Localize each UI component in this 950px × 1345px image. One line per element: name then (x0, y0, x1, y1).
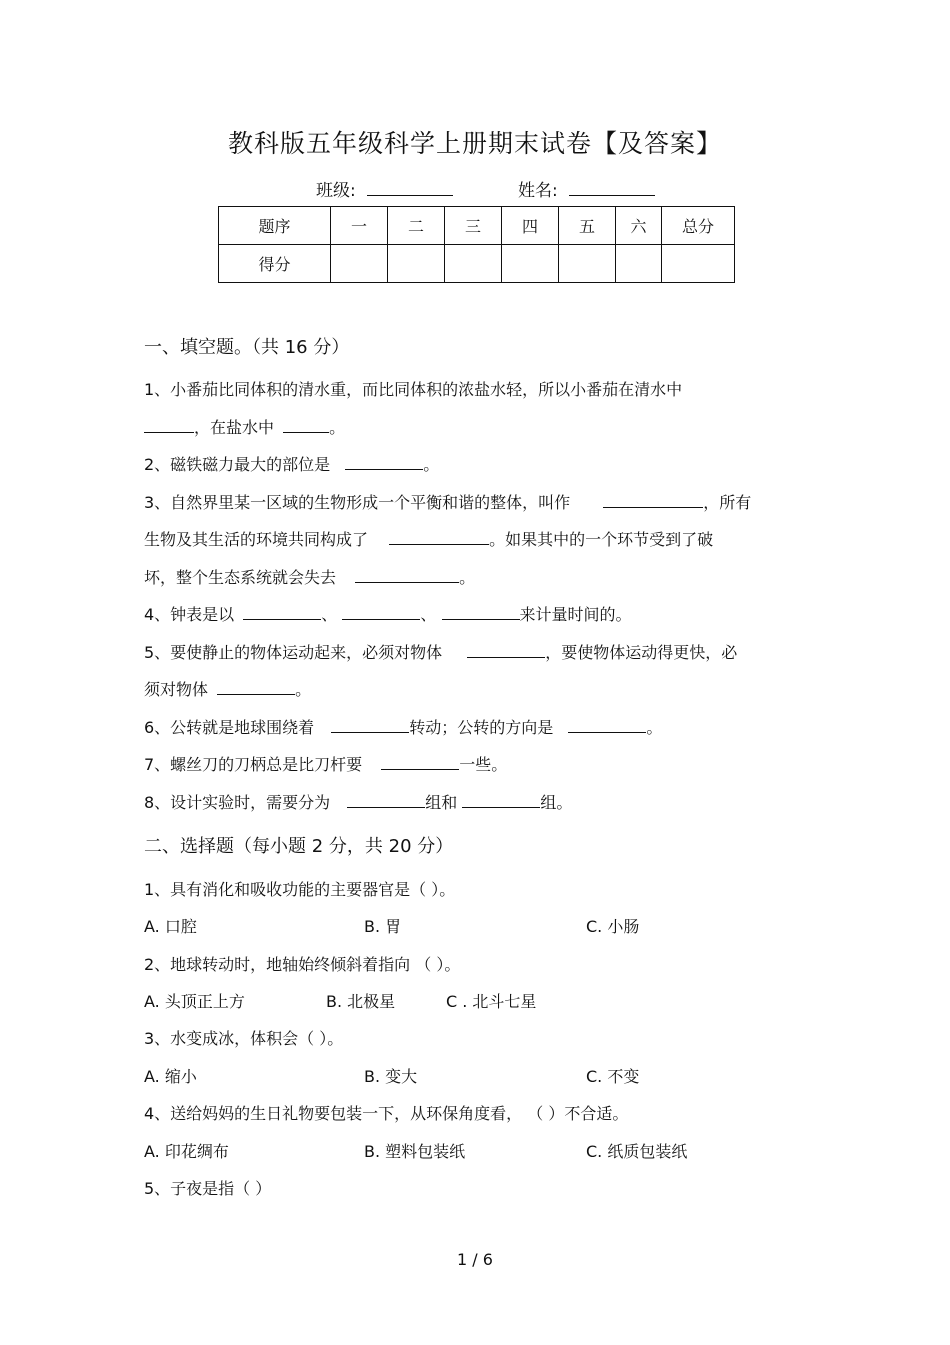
answer-blank[interactable] (342, 605, 420, 620)
question-text: 来计量时间的。 (519, 605, 632, 624)
class-label: 班级: (316, 181, 356, 201)
mc-question-2: 2、地球转动时，地轴始终倾斜着指向 （ ）。 (144, 955, 461, 974)
answer-blank[interactable] (347, 793, 425, 808)
question-text: 生物及其生活的环境共同构成了 (144, 530, 369, 549)
mc-question-5: 5、子夜是指（ ） (144, 1179, 272, 1198)
table-cell: 二 (388, 207, 445, 245)
page-number: 1 / 6 (457, 1250, 493, 1269)
question-text: 1、小番茄比同体积的清水重，而比同体积的浓盐水轻，所以小番茄在清水中 (144, 380, 683, 399)
question-7 (144, 752, 507, 775)
question-text: 坏，整个生态系统就会失去 (144, 568, 337, 587)
question-2 (144, 452, 439, 475)
question-3-cont2 (144, 565, 475, 588)
option-a[interactable]: A. 印花绸布 (144, 1142, 229, 1161)
question-8 (144, 790, 572, 813)
question-text: 。 (295, 680, 312, 699)
score-input-cell[interactable] (559, 245, 616, 283)
question-text: 组。 (540, 793, 573, 812)
table-cell: 四 (502, 207, 559, 245)
table-cell: 一 (331, 207, 388, 245)
question-3-cont (144, 527, 713, 550)
question-text: 、 (420, 605, 437, 624)
table-cell: 题序 (219, 207, 331, 245)
question-text: ，要使物体运动得更快，必 (545, 643, 738, 662)
question-text: 、 (321, 605, 338, 624)
option-a[interactable]: A. 头顶正上方 (144, 992, 245, 1011)
option-b[interactable]: B. 塑料包装纸 (364, 1142, 466, 1161)
option-c[interactable]: C. 纸质包装纸 (586, 1142, 688, 1161)
name-field (518, 176, 655, 201)
question-text: ，在盐水中 (194, 418, 275, 437)
question-text: 2、磁铁磁力最大的部位是 (144, 455, 331, 474)
option-a[interactable]: A. 口腔 (144, 917, 197, 936)
answer-blank[interactable] (331, 718, 409, 733)
answer-blank[interactable] (467, 643, 545, 658)
score-table-score-row (219, 245, 735, 283)
option-c[interactable]: C. 不变 (586, 1067, 640, 1086)
answer-blank[interactable] (389, 530, 489, 545)
class-blank[interactable] (367, 179, 453, 196)
section-heading: 二、选择题（每小题 2 分，共 20 分） (144, 836, 454, 857)
answer-blank[interactable] (462, 793, 540, 808)
option-b[interactable]: B. 胃 (364, 917, 402, 936)
name-blank[interactable] (569, 179, 655, 196)
question-text: 须对物体 (144, 680, 209, 699)
question-4 (144, 602, 632, 625)
answer-blank[interactable] (442, 605, 520, 620)
answer-blank[interactable] (217, 680, 295, 695)
score-input-cell[interactable] (388, 245, 445, 283)
question-text: 转动；公转的方向是 (409, 718, 554, 737)
question-text: 。如果其中的一个环节受到了破 (489, 530, 714, 549)
answer-blank[interactable] (243, 605, 321, 620)
score-input-cell[interactable] (616, 245, 662, 283)
table-cell: 总分 (662, 207, 735, 245)
answer-blank[interactable] (603, 493, 703, 508)
answer-blank[interactable] (568, 718, 646, 733)
score-table-header-row (219, 207, 735, 245)
option-b[interactable]: B. 北极星 (326, 992, 396, 1011)
question-text: 6、公转就是地球围绕着 (144, 718, 315, 737)
question-text: 。 (329, 418, 346, 437)
score-input-cell[interactable] (502, 245, 559, 283)
question-3 (144, 490, 751, 513)
option-b[interactable]: B. 变大 (364, 1067, 418, 1086)
page-title: 教科版五年级科学上册期末试卷【及答案】 (227, 129, 722, 158)
question-text: 4、钟表是以 (144, 605, 235, 624)
option-a[interactable]: A. 缩小 (144, 1067, 197, 1086)
question-1-cont (144, 415, 345, 438)
score-input-cell[interactable] (662, 245, 735, 283)
question-text: 7、螺丝刀的刀柄总是比刀杆要 (144, 755, 363, 774)
mc-question-1: 1、具有消化和吸收功能的主要器官是（ ）。 (144, 880, 456, 899)
question-6 (144, 715, 662, 738)
mc-question-4: 4、送给妈妈的生日礼物要包装一下，从环保角度看， （ ）不合适。 (144, 1104, 629, 1123)
section-heading: 一、填空题。（共 16 分） (144, 337, 350, 358)
question-text: 。 (646, 718, 663, 737)
question-text: ，所有 (703, 493, 752, 512)
answer-blank[interactable] (345, 455, 423, 470)
question-text: 。 (423, 455, 440, 474)
table-cell: 五 (559, 207, 616, 245)
table-cell: 三 (445, 207, 502, 245)
question-text: 8、设计实验时，需要分为 (144, 793, 331, 812)
question-text: 5、要使静止的物体运动起来，必须对物体 (144, 643, 443, 662)
question-text: 组和 (425, 793, 458, 812)
question-5-cont (144, 677, 311, 700)
class-field (316, 176, 453, 201)
table-cell: 六 (616, 207, 662, 245)
question-text: 。 (459, 568, 476, 587)
name-label: 姓名: (518, 181, 558, 201)
table-cell: 得分 (219, 245, 331, 283)
score-input-cell[interactable] (331, 245, 388, 283)
question-text: 3、自然界里某一区域的生物形成一个平衡和谐的整体，叫作 (144, 493, 571, 512)
mc-question-3: 3、水变成冰，体积会（ ）。 (144, 1029, 344, 1048)
option-c[interactable]: C . 北斗七星 (446, 992, 537, 1011)
answer-blank[interactable] (283, 418, 329, 433)
answer-blank[interactable] (381, 755, 459, 770)
question-text: 一些。 (459, 755, 508, 774)
score-input-cell[interactable] (445, 245, 502, 283)
question-1 (144, 377, 682, 400)
answer-blank[interactable] (355, 568, 459, 583)
option-c[interactable]: C. 小肠 (586, 917, 640, 936)
answer-blank[interactable] (144, 418, 194, 433)
score-table (218, 206, 735, 283)
question-5 (144, 640, 737, 663)
